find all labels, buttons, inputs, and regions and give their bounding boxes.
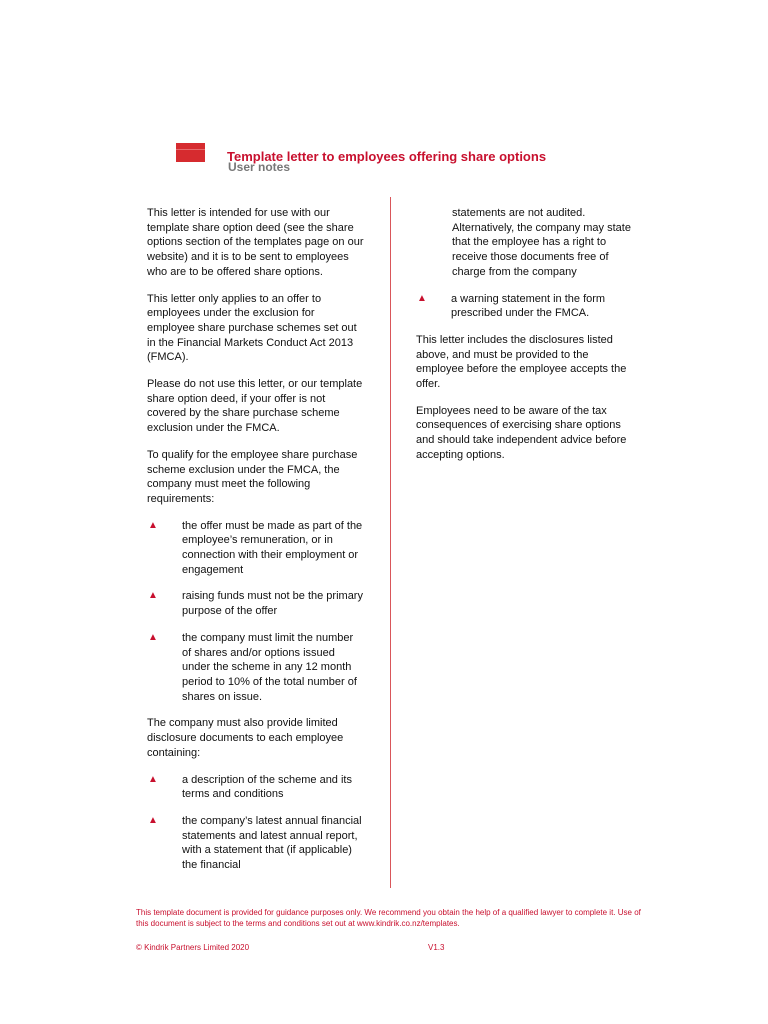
list-item-continuation: statements are not audited. Alternatively, the company may state that the employee has a right to receive those documents free of charge from the company [452, 207, 631, 278]
list-item-text: raising funds must not be the primary purpose of the offer [182, 590, 363, 618]
triangle-bullet-icon: ▲ [417, 292, 427, 304]
column-divider [390, 197, 391, 888]
triangle-bullet-icon: ▲ [148, 773, 158, 785]
list-item [147, 631, 365, 705]
disclaimer-text: This template document is provided for guidance purposes only. We recommend you obtain the help of a qualified lawyer to complete it. Use of this document is subject to the terms and conditions set out at www.kindrik.co.nz/templates. [136, 908, 641, 928]
list-item-text: the offer must be made as part of the employee’s remuneration, or in connection with their employment or engagement [182, 519, 363, 576]
right-column [416, 206, 636, 475]
list-item [416, 292, 636, 321]
document-title: Template letter to employees offering share options [227, 149, 547, 164]
list-item-text: the company’s latest annual financial statements and latest annual report, with a statement that (if applicable) the financial [182, 814, 362, 872]
list-item [147, 773, 365, 802]
list-item-text: the company must limit the number of shares and/or options issued under the scheme in any 12 month period to 10% of the total number of shares on issue. [182, 631, 357, 703]
paragraph: This letter is intended for use with our template share option deed (see the share options section of the templates page on our website) and it is to be sent to employees who are to be offered share options. [147, 207, 364, 278]
list-item-text: a description of the scheme and its terms and conditions [182, 773, 352, 801]
list-item-text: a warning statement in the form prescribed under the FMCA. [451, 292, 606, 320]
triangle-bullet-icon: ▲ [148, 590, 158, 602]
copyright-text: © Kindrik Partners Limited 2020 [136, 943, 250, 952]
logo-block [176, 143, 205, 162]
paragraph: Please do not use this letter, or our template share option deed, if your offer is not covered by the share purchase scheme exclusion under the FMCA. [147, 378, 363, 435]
triangle-bullet-icon: ▲ [148, 814, 158, 826]
list-item [147, 814, 365, 873]
disclosures-list-continued [416, 292, 636, 321]
document-subtitle: User notes [228, 160, 291, 174]
requirements-list [147, 519, 365, 705]
triangle-bullet-icon: ▲ [148, 519, 158, 531]
list-item [147, 519, 365, 578]
list-item [147, 589, 365, 618]
triangle-bullet-icon: ▲ [148, 631, 158, 643]
paragraph: To qualify for the employee share purchase scheme exclusion under the FMCA, the company must meet the following requirements: [147, 448, 358, 505]
paragraph: This letter includes the disclosures listed above, and must be provided to the employee before the employee accepts the offer. [416, 333, 627, 391]
left-column [147, 206, 365, 885]
paragraph: Employees need to be aware of the tax consequences of exercising share options and should take independent advice before accepting options. [416, 404, 627, 461]
disclosures-list [147, 773, 365, 873]
paragraph: The company must also provide limited disclosure documents to each employee containing: [147, 717, 344, 759]
paragraph: This letter only applies to an offer to employees under the exclusion for employee share purchase schemes set out in the Financial Markets Conduct Act 2013 (FMCA). [147, 292, 357, 364]
version-label: V1.3 [428, 943, 445, 952]
